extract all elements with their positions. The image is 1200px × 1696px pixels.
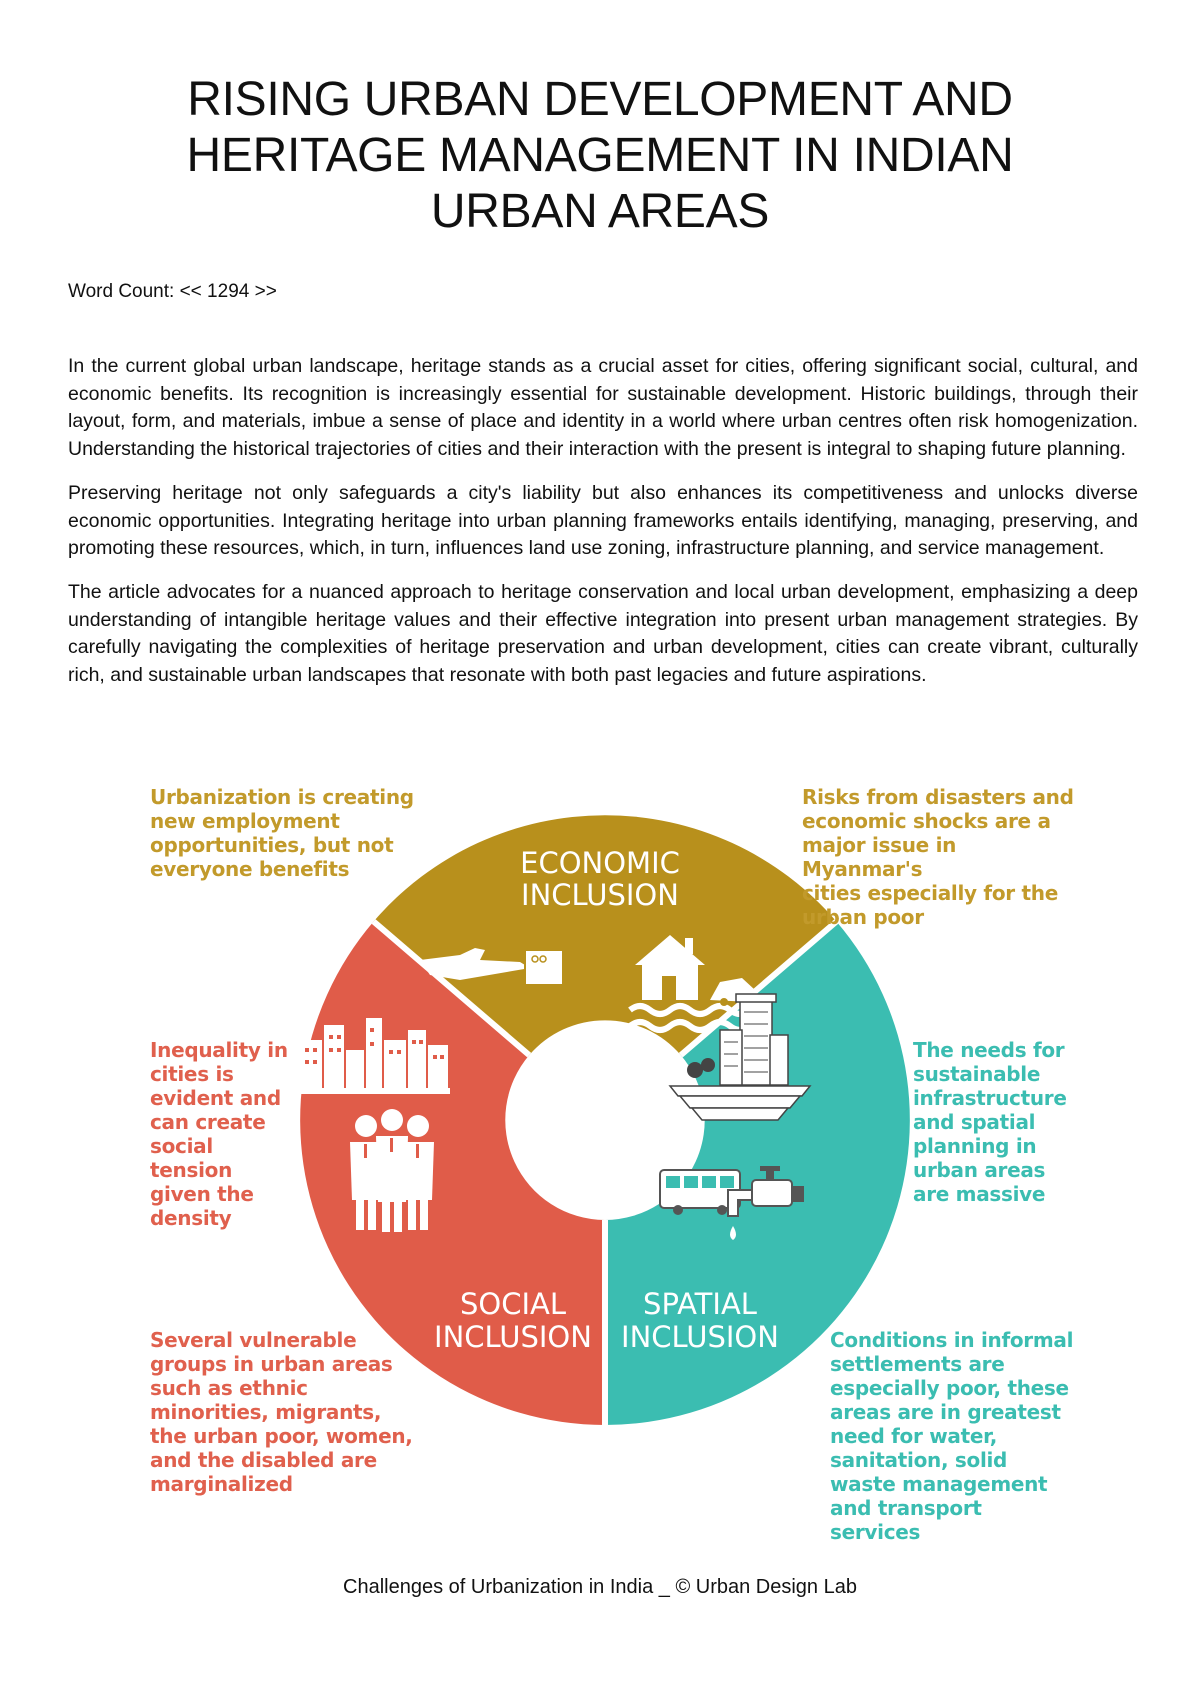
caption-vulnerable-groups: Several vulnerable groups in urban areas such as ethnic minorities, migrants, the urban poor, women, and the disabled are marginalized: [150, 1328, 413, 1496]
paragraph-1: In the current global urban landscape, heritage stands as a crucial asset for cities, offering significant social, cultural, and economic benefits. Its recognition is increasingly essential for sustainable development. Historic buildings, through their layout, form, and materials, imbue a sense of place and identity in a world where urban centres often risk homogenization. Understanding the historical trajectories of cities and their interaction with the present is integral to shaping future planning.: [68, 355, 1138, 461]
caption-informal-settlements: Conditions in informal settlements are especially poor, these areas are in greatest need for water, sanitation, solid waste management and transport services: [830, 1328, 1074, 1544]
caption-employment: Urbanization is creating new employment opportunities, but not everyone benefits: [150, 785, 414, 881]
word-count: Word Count: << 1294 >>: [68, 281, 277, 302]
social-title-line2: INCLUSION: [434, 1320, 592, 1354]
body-text: [68, 353, 1138, 706]
social-title-line1: SOCIAL: [459, 1287, 567, 1321]
spatial-title-line2: INCLUSION: [621, 1320, 779, 1354]
inclusion-infographic: [130, 785, 1080, 1550]
economic-title-line2: INCLUSION: [521, 878, 679, 912]
caption-disaster-risks: Risks from disasters and economic shocks are a major issue in Myanmar's cities especially for the urban poor: [802, 785, 1074, 929]
paragraph-2: Preserving heritage not only safeguards a city's liability but also enhances its competitiveness and unlocks diverse economic opportunities. Integrating heritage into urban planning frameworks entails identifying, managing, preserving, and promoting these resources, which, in turn, influences land use zoning, infrastructure planning, and service management.: [68, 481, 1138, 560]
spatial-title-line1: SPATIAL: [643, 1287, 757, 1321]
figure-caption: Challenges of Urbanization in India _ © Urban Design Lab: [343, 1576, 857, 1598]
paragraph-3: The article advocates for a nuanced approach to heritage conservation and local urban development, emphasizing a deep understanding of intangible heritage values and their effective integration into present urban management strategies. By carefully navigating the complexities of heritage preservation and urban development, cities can create vibrant, culturally rich, and sustainable urban landscapes that resonate with both past legacies and future aspirations.: [68, 580, 1138, 687]
document-title: RISING URBAN DEVELOPMENT AND HERITAGE MANAGEMENT IN INDIAN URBAN AREAS: [186, 73, 1014, 238]
economic-title-line1: ECONOMIC: [520, 846, 680, 880]
caption-inequality: Inequality in cities is evident and can create social tension given the density: [150, 1038, 288, 1230]
caption-infrastructure: The needs for sustainable infrastructure and spatial planning in urban areas are massive: [913, 1038, 1067, 1206]
